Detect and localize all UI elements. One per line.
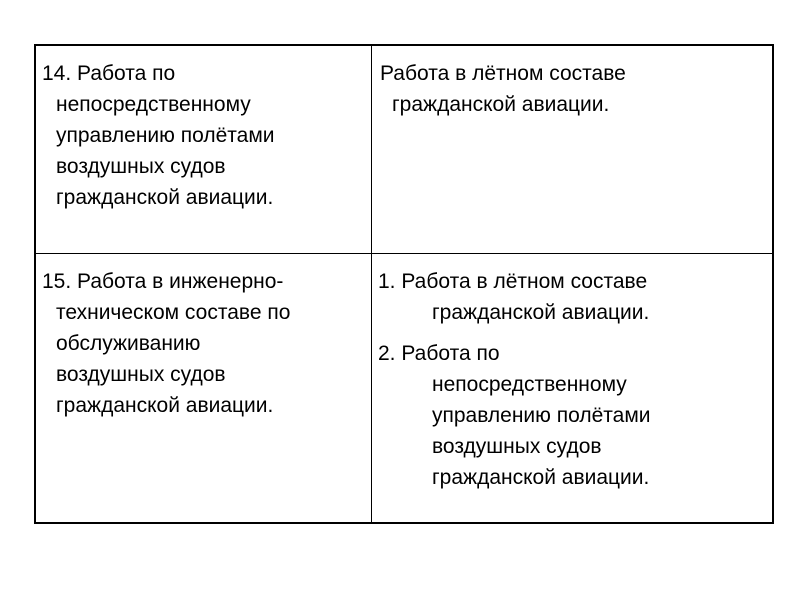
text-line: воздушных судов bbox=[56, 155, 226, 178]
text-line: 1. Работа в лётном составе bbox=[378, 270, 648, 293]
text-line: гражданской авиации. bbox=[432, 301, 650, 324]
text-line: гражданской авиации. bbox=[56, 394, 274, 417]
text-line: 2. Работа по bbox=[378, 342, 500, 365]
table-cell-row2-left bbox=[36, 254, 372, 522]
text-line: гражданской авиации. bbox=[392, 93, 610, 116]
text-line: обслуживанию bbox=[56, 332, 201, 355]
text-line: 15. Работа в инженерно- bbox=[42, 270, 284, 293]
cell-text bbox=[42, 266, 290, 421]
text-line: гражданской авиации. bbox=[56, 186, 274, 209]
text-line: непосредственному bbox=[56, 93, 251, 116]
list-item bbox=[378, 338, 651, 493]
text-line: управлению полётами bbox=[432, 404, 651, 427]
text-line: Работа в лётном составе bbox=[380, 62, 626, 85]
text-line: техническом составе по bbox=[56, 301, 291, 324]
text-line: гражданской авиации. bbox=[432, 466, 650, 489]
cell-text bbox=[42, 58, 275, 213]
table-cell-row2-right bbox=[372, 254, 772, 522]
text-line: непосредственному bbox=[432, 373, 627, 396]
text-line: управлению полётами bbox=[56, 124, 275, 147]
cell-text bbox=[380, 58, 626, 120]
text-line: 14. Работа по bbox=[42, 62, 176, 85]
text-line: воздушных судов bbox=[56, 363, 226, 386]
cell-text bbox=[378, 266, 651, 493]
list-item bbox=[378, 266, 651, 328]
data-table bbox=[34, 44, 774, 524]
table-cell-row1-right bbox=[372, 46, 772, 254]
text-line: воздушных судов bbox=[432, 435, 602, 458]
table-cell-row1-left bbox=[36, 46, 372, 254]
